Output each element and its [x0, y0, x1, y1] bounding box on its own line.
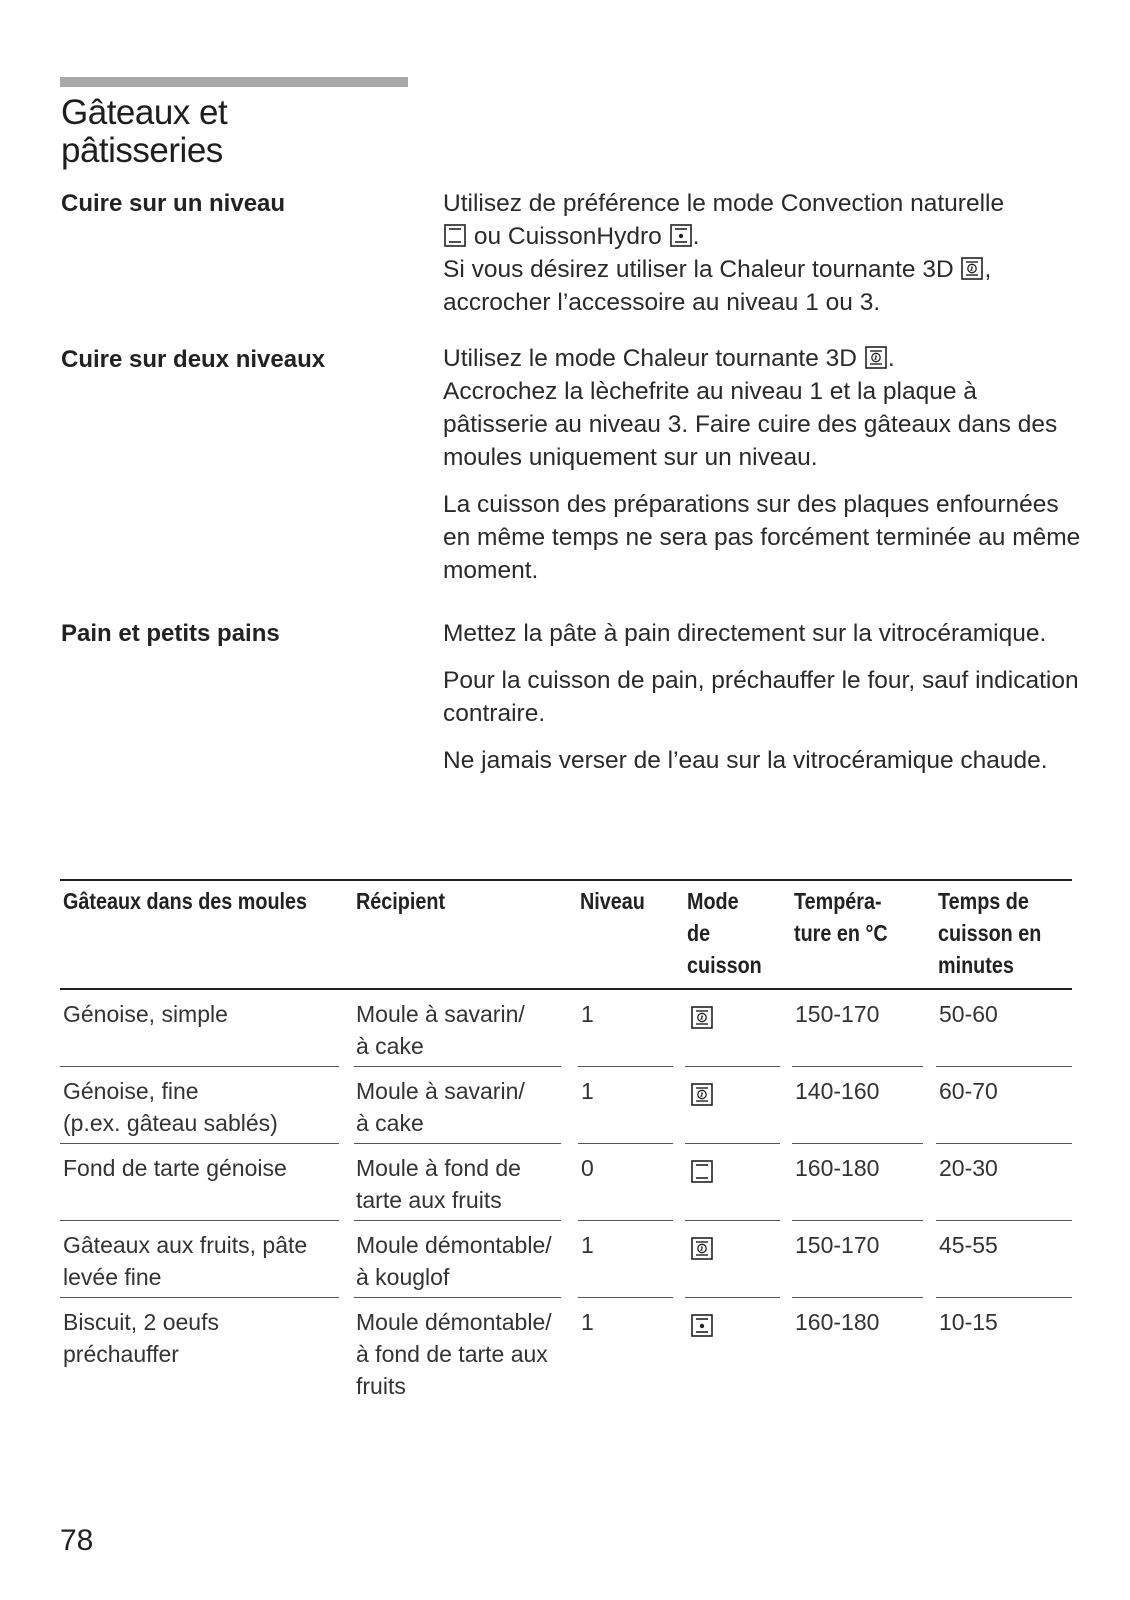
paragraph: La cuisson des préparations sur des plaques enfournées en même temps ne sera pas forcément terminée au même moment.: [443, 491, 1081, 584]
cell-dish: [63, 1229, 307, 1293]
paragraph: [443, 187, 1083, 319]
text: Génoise, fine: [63, 1078, 199, 1104]
cell-container: [356, 1229, 552, 1293]
text: Si vous désirez utiliser la Chaleur tournante 3D: [443, 256, 954, 283]
fan-3d-icon: [691, 1237, 713, 1260]
cell-container: [356, 1075, 525, 1139]
text: de: [687, 920, 711, 946]
cell-time: 20-30: [939, 1155, 998, 1181]
table-row: [60, 990, 1072, 1067]
page-title-line2: pâtisseries: [61, 131, 223, 170]
cell-level: 1: [581, 1001, 594, 1027]
top-bottom-heat-icon: [691, 1160, 713, 1183]
cell-time: 60-70: [939, 1078, 998, 1104]
cell-container: [356, 1152, 521, 1216]
cell-dish: [63, 1152, 287, 1184]
cell-dish: [63, 1306, 219, 1370]
table-header-time: [938, 885, 1041, 981]
text: à kouglof: [356, 1264, 450, 1290]
cell-temperature: 140-160: [795, 1078, 880, 1104]
text: Utilisez de préférence le mode Convection naturelle: [443, 190, 1005, 217]
text: cuisson: [687, 952, 762, 978]
text: .: [887, 345, 895, 372]
text: Fond de tarte génoise: [63, 1155, 287, 1181]
cell-temperature: 160-180: [795, 1309, 880, 1335]
page-number: 78: [60, 1524, 94, 1557]
table-row: [60, 1067, 1072, 1144]
paragraph: [443, 342, 1083, 474]
cell-mode: [690, 1079, 714, 1111]
text: Moule démontable/: [356, 1309, 552, 1335]
text: levée fine: [63, 1264, 162, 1290]
cell-dish: [63, 998, 228, 1030]
cell-time: 10-15: [939, 1309, 998, 1335]
cell-temperature: 160-180: [795, 1155, 880, 1181]
cell-dish: [63, 1075, 278, 1139]
fan-3d-icon: [691, 1083, 713, 1106]
text: Mode: [687, 888, 739, 914]
top-bottom-heat-icon: [444, 224, 466, 247]
table-row: [60, 1298, 1072, 1408]
cell-time: 50-60: [939, 1001, 998, 1027]
hydro-cooking-icon: [691, 1314, 713, 1337]
text: Moule à savarin/: [356, 1001, 525, 1027]
cell-mode: [690, 1156, 714, 1188]
top-rule: [60, 77, 408, 87]
cell-level: 1: [581, 1309, 594, 1335]
cell-level: 1: [581, 1232, 594, 1258]
table-top-rule: [60, 879, 1072, 881]
hydro-cooking-icon: [670, 224, 692, 247]
section-label-bread: Pain et petits pains: [61, 620, 280, 647]
text: fruits: [356, 1373, 406, 1399]
table-header-mode: [687, 885, 762, 981]
text: Temps de: [938, 888, 1029, 914]
cell-time: 45-55: [939, 1232, 998, 1258]
text: préchauffer: [63, 1341, 179, 1367]
text: Moule démontable/: [356, 1232, 552, 1258]
text: Biscuit, 2 oeufs: [63, 1309, 219, 1335]
text: cuisson en: [938, 920, 1042, 946]
cell-temperature: 150-170: [795, 1001, 880, 1027]
paragraph: Pour la cuisson de pain, préchauffer le four, sauf indication contraire.: [443, 667, 1079, 727]
cell-container: [356, 1306, 552, 1402]
table-header-dish: Gâteaux dans des moules: [63, 888, 308, 914]
paragraph: Ne jamais verser de l’eau sur la vitrocéramique chaude.: [443, 747, 1048, 774]
text: .: [692, 223, 700, 250]
cell-level: 1: [581, 1078, 594, 1104]
section-label-one-level: Cuire sur un niveau: [61, 190, 286, 217]
text: Tempéra-: [794, 888, 882, 914]
cell-container: [356, 998, 525, 1062]
text: à cake: [356, 1033, 424, 1059]
table-header-temperature: [794, 885, 888, 949]
text: ou CuissonHydro: [473, 223, 662, 250]
text: Accrochez la lèchefrite au niveau 1 et la plaque à pâtisserie au niveau 3. Faire cuire des gâteaux dans des moules uniquement sur un niveau.: [443, 378, 1058, 471]
cell-mode: [690, 1233, 714, 1265]
cell-level: 0: [581, 1155, 594, 1181]
page-title: [61, 94, 227, 170]
text: accrocher l’accessoire au niveau 1 ou 3.: [443, 289, 881, 316]
table-row: [60, 1144, 1072, 1221]
table-row: [60, 1221, 1072, 1298]
text: Utilisez le mode Chaleur tournante 3D: [443, 345, 857, 372]
cell-temperature: 150-170: [795, 1232, 880, 1258]
table-header-level: Niveau: [580, 888, 645, 914]
text: ,: [984, 256, 992, 283]
paragraph: Mettez la pâte à pain directement sur la vitrocéramique.: [443, 620, 1047, 647]
fan-3d-icon: [961, 257, 983, 280]
text: Gâteaux aux fruits, pâte: [63, 1232, 308, 1258]
section-label-two-levels: Cuire sur deux niveaux: [61, 346, 326, 373]
text: à fond de tarte aux: [356, 1341, 548, 1367]
fan-3d-icon: [691, 1006, 713, 1029]
text: Moule à fond de: [356, 1155, 521, 1181]
text: Moule à savarin/: [356, 1078, 525, 1104]
section-body-two-levels: [443, 342, 1083, 601]
cell-mode: [690, 1310, 714, 1342]
text: tarte aux fruits: [356, 1187, 502, 1213]
text: minutes: [938, 952, 1014, 978]
text: à cake: [356, 1110, 424, 1136]
section-body-one-level: [443, 187, 1083, 333]
section-body-bread: [443, 617, 1083, 791]
page-title-line1: Gâteaux et: [61, 93, 228, 132]
text: Génoise, simple: [63, 1001, 228, 1027]
table-header-container: Récipient: [356, 888, 446, 914]
fan-3d-icon: [865, 346, 887, 369]
text: ture en °C: [794, 920, 888, 946]
text: (p.ex. gâteau sablés): [63, 1110, 278, 1136]
cell-mode: [690, 1002, 714, 1034]
